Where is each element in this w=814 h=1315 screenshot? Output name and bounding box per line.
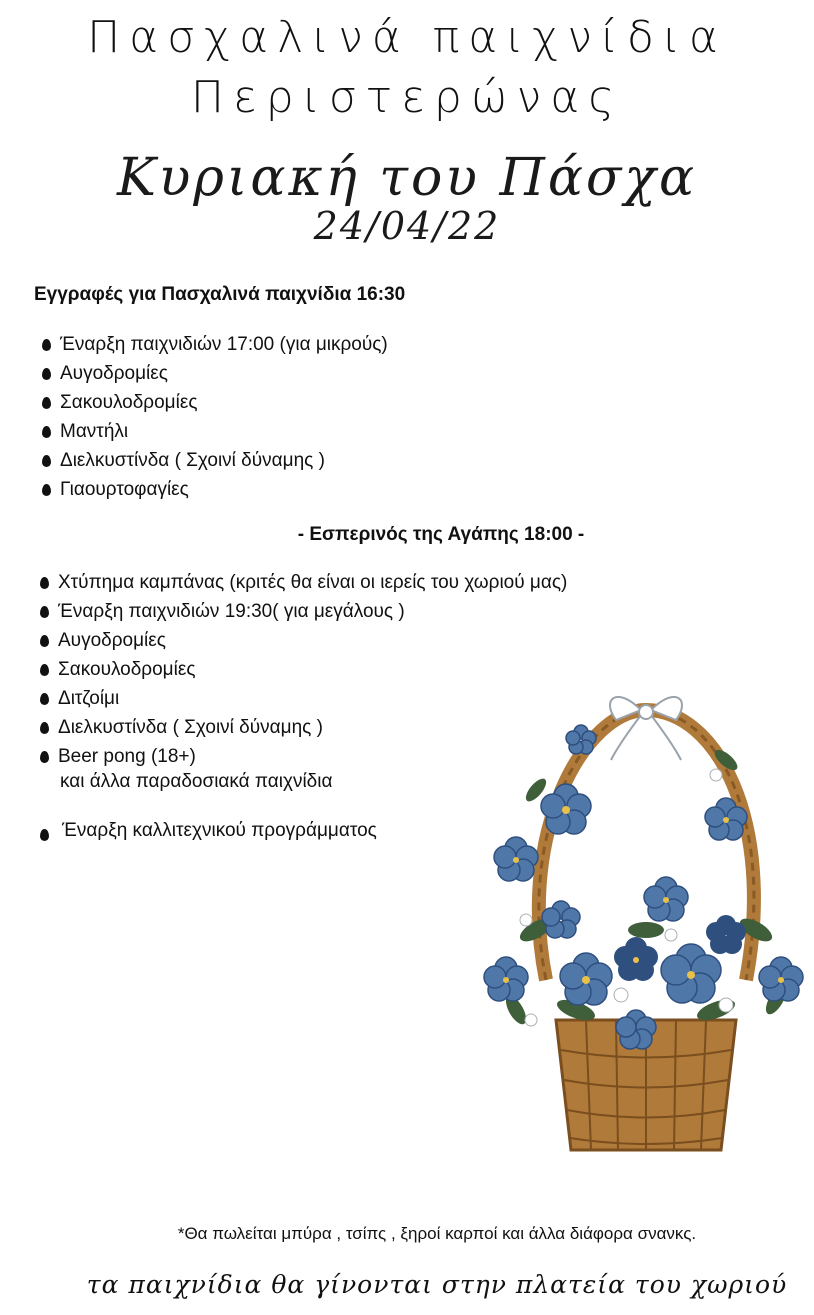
egg-bullet-icon (42, 368, 51, 380)
list-item (38, 330, 388, 359)
egg-bullet-icon (40, 635, 49, 647)
egg-bullet-icon (40, 693, 49, 705)
egg-bullet-icon (42, 339, 51, 351)
list-item (38, 388, 388, 417)
list-item-label: Beer pong (18+) (58, 746, 196, 767)
subtitle: Κυριακή του Πάσχα (116, 148, 698, 208)
list-item-label: Διελκυστίνδα ( Σχοινί δύναμης ) (60, 450, 325, 471)
program-start-label: Έναρξη καλλιτεχνικού προγράμματος (62, 820, 377, 841)
egg-bullet-icon (42, 397, 51, 409)
egg-bullet-icon (40, 829, 49, 841)
registration-heading: Εγγραφές για Πασχαλινά παιχνίδια 16:30 (34, 284, 406, 305)
vespers-heading: - Εσπερινός της Αγάπης 18:00 - (297, 524, 585, 545)
list-item-label: Έναρξη παιχνιδιών 19:30( για μεγάλους ) (58, 601, 405, 622)
footnote: *Θα πωλείται μπύρα , τσίπς , ξηροί καρποί και άλλα διάφορα σνανκς. (177, 1224, 697, 1243)
list-item-label: Σακουλοδρομίες (58, 659, 196, 680)
list-item (38, 359, 388, 388)
list-item-label: Χτύπημα καμπάνας (κριτές θα είναι οι ιερείς του χωριού μας) (58, 572, 568, 593)
footer-note: τα παιχνίδια θα γίνονται στην πλατεία του χωριού (86, 1270, 788, 1299)
list-item-label: Διελκυστίνδα ( Σχοινί δύναμης ) (58, 717, 323, 738)
list-item-label: Γιαουρτοφαγίες (60, 479, 189, 500)
flower-basket-icon (476, 680, 814, 1160)
egg-bullet-icon (42, 426, 51, 438)
egg-bullet-icon (40, 722, 49, 734)
page-title-line-2: Περιστερώνας (190, 72, 624, 123)
list-item (36, 597, 567, 626)
list-item (38, 417, 388, 446)
list-item (38, 446, 388, 475)
egg-bullet-icon (42, 455, 51, 467)
list-item (36, 568, 567, 597)
program-start-item (36, 820, 377, 842)
list-item-label: Διτζοίμι (58, 688, 120, 709)
adult-games-continuation: και άλλα παραδοσιακά παιχνίδια (60, 771, 333, 792)
list-item-label: Αυγοδρομίες (58, 630, 166, 651)
egg-bullet-icon (40, 664, 49, 676)
list-item-label: Μαντήλι (60, 421, 129, 442)
page-title-line-1: Πασχαλινά παιχνίδια (87, 12, 727, 63)
list-item-label: Αυγοδρομίες (60, 363, 168, 384)
event-date: 24/04/22 (313, 204, 501, 248)
egg-bullet-icon (40, 606, 49, 618)
egg-bullet-icon (40, 577, 49, 589)
egg-bullet-icon (40, 751, 49, 763)
list-item-label: Σακουλοδρομίες (60, 392, 198, 413)
list-item (36, 626, 567, 655)
list-item-label: Έναρξη παιχνιδιών 17:00 (για μικρούς) (60, 334, 388, 355)
kids-games-list (38, 330, 388, 504)
list-item (38, 475, 388, 504)
egg-bullet-icon (42, 484, 51, 496)
